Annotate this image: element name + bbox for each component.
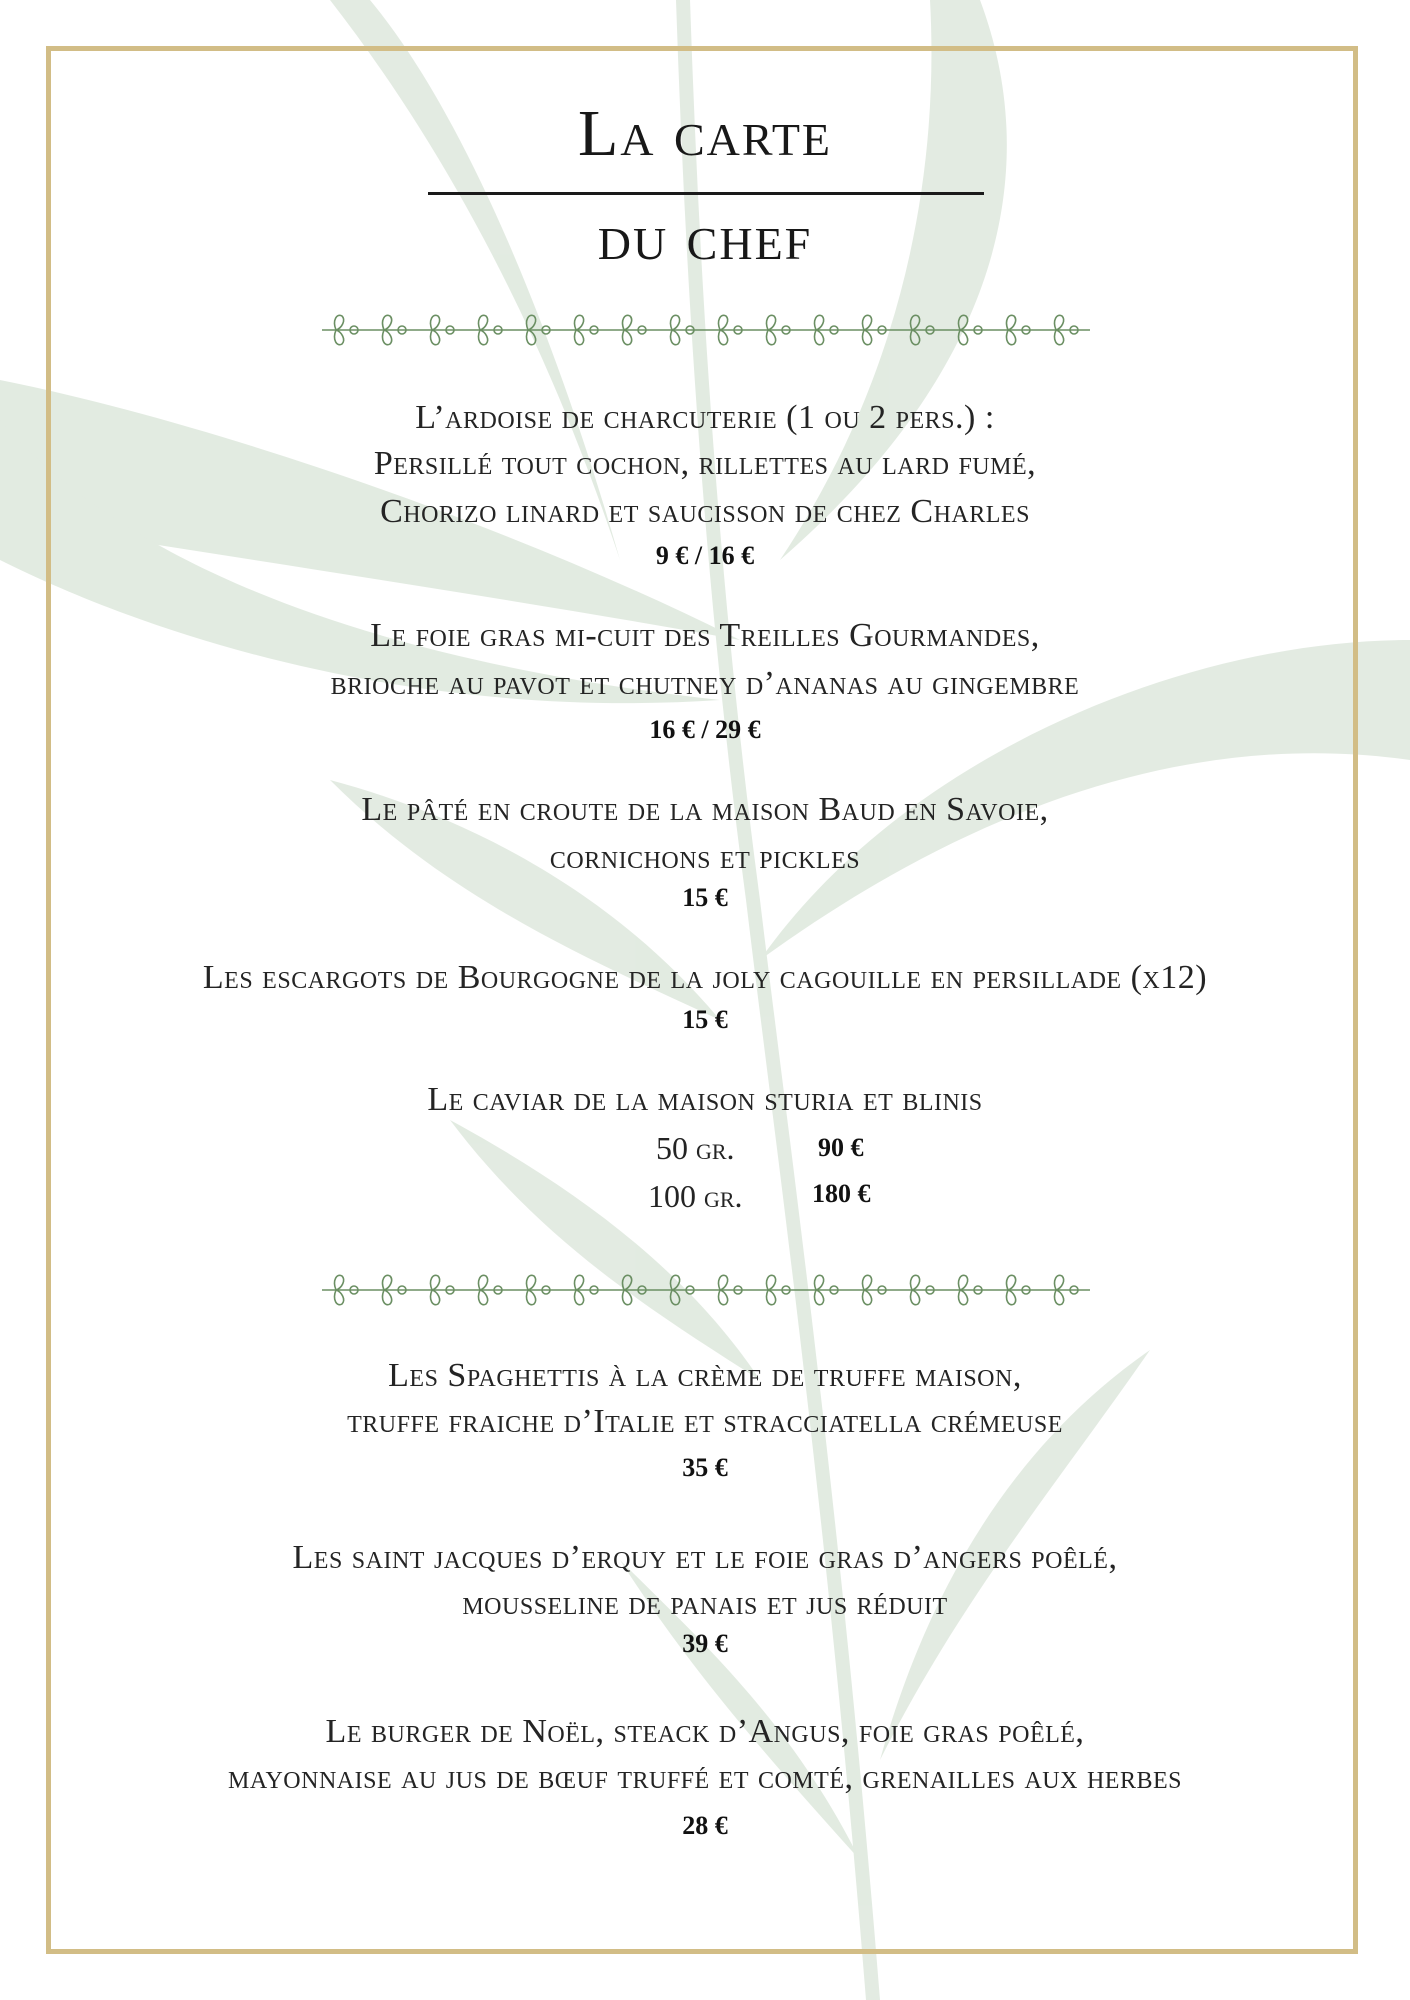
item-text: Les Spaghettis à la crème de truffe maison, xyxy=(388,1357,1022,1394)
option-quantity: 50 gr. xyxy=(656,1130,735,1166)
vine-divider xyxy=(316,1270,1096,1310)
option-price: 90 € xyxy=(818,1133,864,1162)
item-price: 15 € xyxy=(682,1005,728,1034)
menu-title-line2: du chef xyxy=(597,201,813,274)
option-price: 180 € xyxy=(812,1179,871,1208)
item-text: Persillé tout cochon, rillettes au lard fumé, xyxy=(373,445,1037,482)
item-price: 16 € / 29 € xyxy=(649,715,761,744)
item-price: 35 € xyxy=(682,1453,728,1482)
vine-divider xyxy=(316,310,1096,350)
item-price: 39 € xyxy=(682,1629,728,1658)
item-price: 28 € xyxy=(682,1811,728,1840)
item-price: 15 € xyxy=(682,883,728,912)
item-price: 9 € / 16 € xyxy=(655,541,755,570)
item-text: Chorizo linard et saucisson de chez Charles xyxy=(380,493,1030,530)
item-text: Le pâté en croute de la maison Baud en Savoie, xyxy=(361,791,1049,828)
menu-title-line1: La carte xyxy=(577,97,833,170)
item-text: Le foie gras mi-cuit des Treilles Gourmandes, xyxy=(370,617,1040,654)
item-text: mayonnaise au jus de bœuf truffé et comté, grenailles aux herbes xyxy=(227,1759,1182,1796)
item-text: L’ardoise de charcuterie (1 ou 2 pers.) : xyxy=(415,399,995,436)
item-text: cornichons et pickles xyxy=(549,839,861,876)
option-quantity: 100 gr. xyxy=(648,1178,743,1214)
item-text: Les escargots de Bourgogne de la joly cagouille en persillade (x12) xyxy=(202,959,1208,996)
item-text: Les saint jacques d’erquy et le foie gras d’angers poêlé, xyxy=(292,1539,1118,1576)
item-text: Le caviar de la maison sturia et blinis xyxy=(427,1081,983,1118)
title-divider xyxy=(428,192,984,195)
item-text: truffe fraiche d’Italie et stracciatella crémeuse xyxy=(347,1403,1063,1440)
item-text: brioche au pavot et chutney d’ananas au gingembre xyxy=(330,665,1080,702)
item-text: mousseline de panais et jus réduit xyxy=(462,1585,948,1622)
item-text: Le burger de Noël, steack d’Angus, foie gras poêlé, xyxy=(325,1713,1085,1750)
